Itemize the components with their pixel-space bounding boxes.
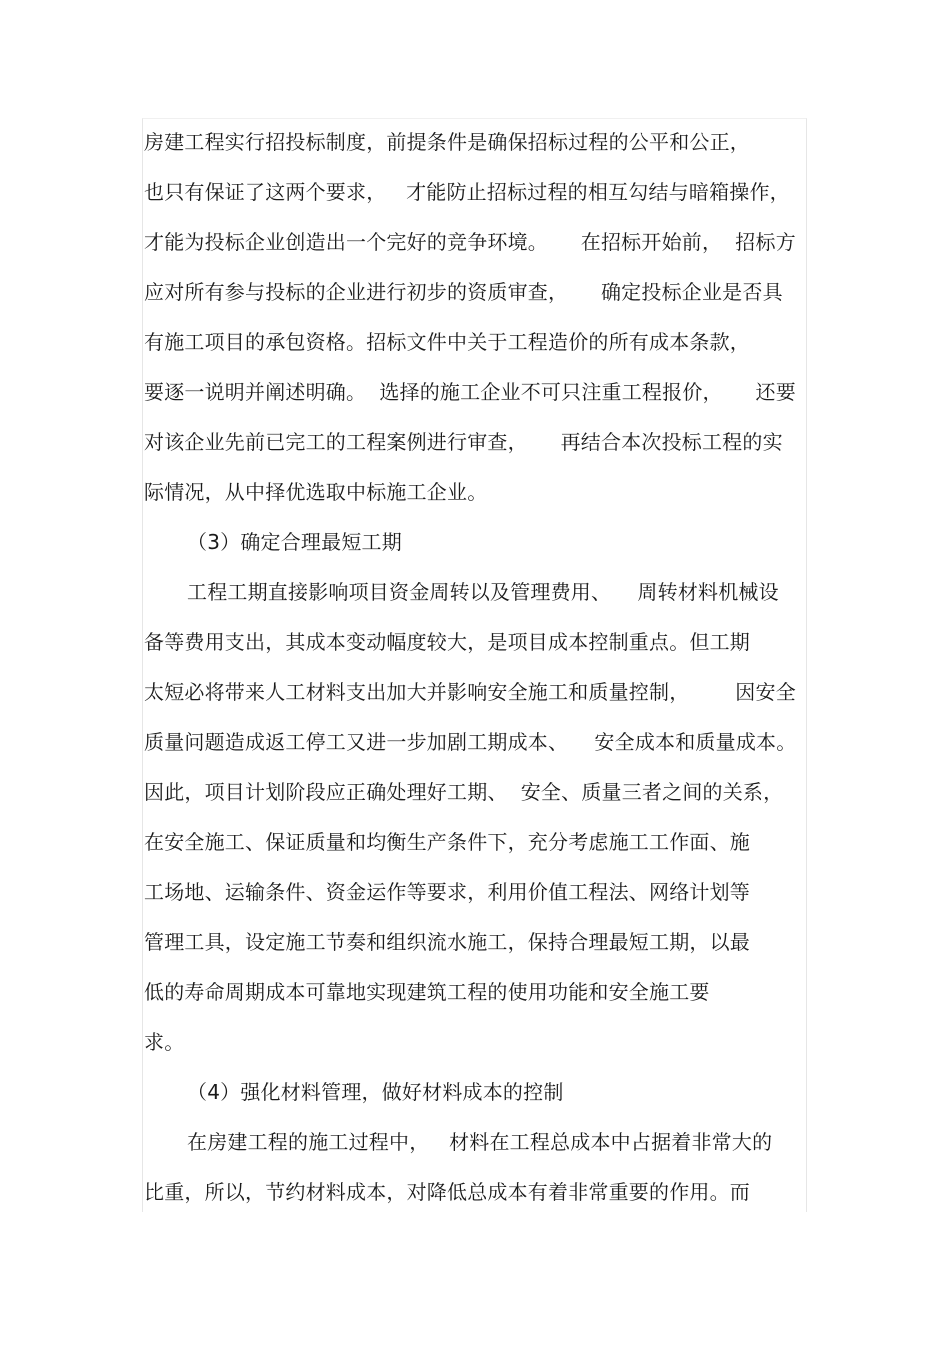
text-line: 质量问题造成返工停工又进一步加剧工期成本、 安全成本和质量成本。	[144, 730, 797, 754]
text-line: 对该企业先前已完工的工程案例进行审查， 再结合本次投标工程的实	[144, 430, 783, 454]
text-line: 有施工项目的承包资格。招标文件中关于工程造价的所有成本条款，	[144, 330, 750, 354]
text-line: 比重，所以，节约材料成本，对降低总成本有着非常重要的作用。而	[144, 1180, 750, 1204]
section-heading: （4）强化材料管理，做好材料成本的控制	[187, 1080, 564, 1104]
text-line: 才能为投标企业创造出一个完好的竞争环境。 在招标开始前， 招标方	[144, 230, 796, 254]
text-line: 工程工期直接影响项目资金周转以及管理费用、 周转材料机械设	[187, 580, 779, 604]
text-line: 要逐一说明并阐述明确。 选择的施工企业不可只注重工程报价， 还要	[144, 380, 796, 404]
section-heading: （3）确定合理最短工期	[187, 530, 402, 554]
text-line: 也只有保证了这两个要求， 才能防止招标过程的相互勾结与暗箱操作，	[144, 180, 790, 204]
text-line: 际情况，从中择优选取中标施工企业。	[144, 480, 488, 504]
text-line: 管理工具，设定施工节奏和组织流水施工，保持合理最短工期，以最	[144, 930, 750, 954]
text-line: 因此，项目计划阶段应正确处理好工期、 安全、质量三者之间的关系，	[144, 780, 784, 804]
text-line: 太短必将带来人工材料支出加大并影响安全施工和质量控制， 因安全	[144, 680, 796, 704]
text-line: 求。	[144, 1030, 185, 1054]
text-line: 在安全施工、保证质量和均衡生产条件下，充分考虑施工工作面、施	[144, 830, 750, 854]
text-line: 工场地、运输条件、资金运作等要求，利用价值工程法、网络计划等	[144, 880, 750, 904]
text-line: 在房建工程的施工过程中， 材料在工程总成本中占据着非常大的	[187, 1130, 773, 1154]
text-line: 低的寿命周期成本可靠地实现建筑工程的使用功能和安全施工要	[144, 980, 710, 1004]
text-line: 应对所有参与投标的企业进行初步的资质审查， 确定投标企业是否具	[144, 280, 783, 304]
text-line: 房建工程实行招投标制度，前提条件是确保招标过程的公平和公正，	[144, 130, 750, 154]
text-line: 备等费用支出，其成本变动幅度较大，是项目成本控制重点。但工期	[144, 630, 750, 654]
